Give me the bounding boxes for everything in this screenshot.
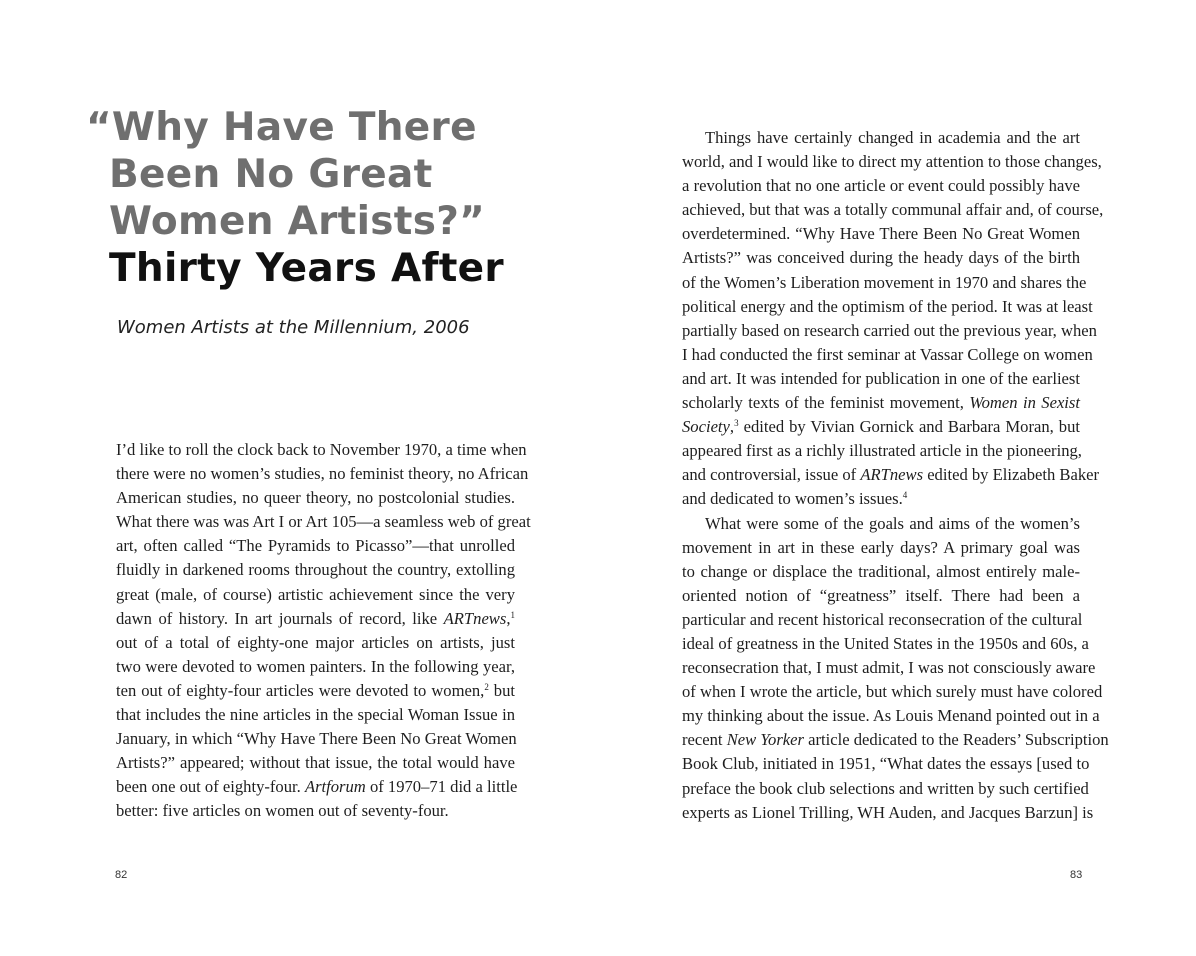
publication-title: Artforum: [304, 777, 366, 797]
text-run: ten out of eighty-four articles were devoted to women,: [116, 680, 485, 700]
title-line: Been No Great: [109, 152, 433, 197]
footnote-ref[interactable]: 1: [510, 609, 515, 620]
text-line: achieved, but that was a totally communal affair and, of course,: [682, 200, 1104, 220]
text-run: of 1970–71 did a little: [365, 777, 518, 797]
text-run: but: [488, 680, 516, 700]
right-page: [598, 0, 1196, 956]
publication-title: ARTnews: [860, 465, 924, 485]
text-line: that includes the nine articles in the special Woman Issue in: [116, 705, 515, 725]
text-line: What there was was Art I or Art 105—a seamless web of great: [116, 512, 531, 532]
text-line: [682, 415, 1080, 439]
text-line: appeared first as a richly illustrated article in the pioneering,: [682, 441, 1082, 461]
text-line: [116, 775, 518, 799]
text-line: two were devoted to women painters. In the following year,: [116, 656, 515, 676]
text-line: political energy and the optimism of the period. It was at least: [682, 296, 1093, 316]
text-line: world, and I would like to direct my attention to those changes,: [682, 152, 1102, 172]
text-run: edited by Elizabeth Baker: [923, 465, 1100, 485]
title-line: “Why Have There: [86, 105, 477, 150]
text-line: particular and recent historical reconsecration of the cultural: [682, 609, 1083, 629]
text-run: scholarly texts of the feminist movement,: [682, 393, 970, 413]
text-line: great (male, of course) artistic achievement since the very: [116, 584, 515, 604]
text-line: and art. It was intended for publication in one of the earliest: [682, 368, 1080, 388]
text-run: dawn of history. In art journals of record, like: [116, 608, 444, 628]
text-line: to change or displace the traditional, almost entirely male-: [682, 561, 1080, 581]
page-number: 82: [115, 869, 128, 881]
text-line: partially based on research carried out the previous year, when: [682, 320, 1097, 340]
text-line: I’d like to roll the clock back to November 1970, a time when: [116, 440, 527, 459]
footnote-ref[interactable]: 4: [902, 490, 908, 501]
text-line: American studies, no queer theory, no postcolonial studies.: [116, 488, 515, 508]
text-line: [682, 728, 1109, 752]
publication-title: Society: [682, 417, 730, 437]
text-line: What were some of the goals and aims of the women’s: [705, 513, 1080, 533]
text-line: there were no women’s studies, no feminist theory, no African: [116, 464, 529, 484]
text-line: preface the book club selections and written by such certified: [682, 778, 1089, 798]
text-line: movement in art in these early days? A primary goal was: [682, 537, 1080, 557]
text-line: out of a total of eighty-one major articles on artists, just: [116, 632, 515, 652]
text-line: ideal of greatness in the United States in the 1950s and 60s, a: [682, 633, 1089, 653]
text-run: ,: [729, 417, 735, 437]
text-line: overdetermined. “Why Have There Been No Great Women: [682, 224, 1080, 244]
text-run: and controversial, issue of: [682, 465, 861, 485]
footnote-ref[interactable]: 2: [484, 681, 489, 692]
text-run: recent: [682, 730, 727, 750]
text-run: been one out of eighty-four.: [116, 777, 305, 797]
publication-title: New Yorker: [726, 730, 804, 750]
text-line: reconsecration that, I must admit, I was not consciously aware: [682, 658, 1096, 678]
chapter-title: [86, 104, 506, 292]
text-line: Artists?” was conceived during the heady days of the birth: [682, 248, 1080, 268]
text-line: Things have certainly changed in academia and the art: [705, 128, 1080, 147]
chapter-subtitle: Women Artists at the Millennium, 2006: [117, 317, 470, 338]
left-body-text: [116, 438, 531, 824]
text-line: [682, 391, 1080, 415]
text-line: [116, 607, 515, 631]
text-run: and dedicated to women’s issues.: [682, 489, 903, 509]
text-line: [682, 463, 1100, 487]
text-line: January, in which “Why Have There Been No Great Women: [116, 729, 517, 749]
title-line: Women Artists?”: [109, 199, 486, 244]
publication-title: Women in Sexist: [969, 393, 1080, 413]
page-number: 83: [1070, 869, 1083, 881]
footnote-ref[interactable]: 3: [734, 418, 739, 429]
text-line: [682, 487, 1080, 511]
text-run: edited by Vivian Gornick and Barbara Moran, but: [738, 417, 1080, 437]
text-line: oriented notion of “greatness” itself. There had been a: [682, 585, 1080, 605]
text-line: my thinking about the issue. As Louis Menand pointed out in a: [682, 706, 1100, 726]
text-line: of when I wrote the article, but which surely must have colored: [682, 682, 1103, 702]
text-line: Book Club, initiated in 1951, “What dates the essays [used to: [682, 754, 1090, 774]
text-line: a revolution that no one article or event could possibly have: [682, 176, 1080, 196]
text-line: I had conducted the first seminar at Vassar College on women: [682, 344, 1093, 364]
right-body-text: [682, 126, 1109, 825]
text-line: art, often called “The Pyramids to Picasso”—that unrolled: [116, 536, 515, 556]
text-line: better: five articles on women out of seventy-four.: [116, 801, 449, 821]
text-line: of the Women’s Liberation movement in 1970 and shares the: [682, 272, 1087, 292]
text-line: fluidly in darkened rooms throughout the country, extolling: [116, 560, 515, 580]
text-line: [116, 679, 515, 703]
text-run: article dedicated to the Readers’ Subscription: [803, 730, 1109, 750]
text-line: experts as Lionel Trilling, WH Auden, and Jacques Barzun] is: [682, 802, 1094, 822]
text-line: Artists?” appeared; without that issue, the total would have: [116, 753, 515, 773]
publication-title: ARTnews: [443, 608, 507, 628]
title-line: Thirty Years After: [109, 246, 504, 291]
text-run: ,: [506, 608, 511, 628]
